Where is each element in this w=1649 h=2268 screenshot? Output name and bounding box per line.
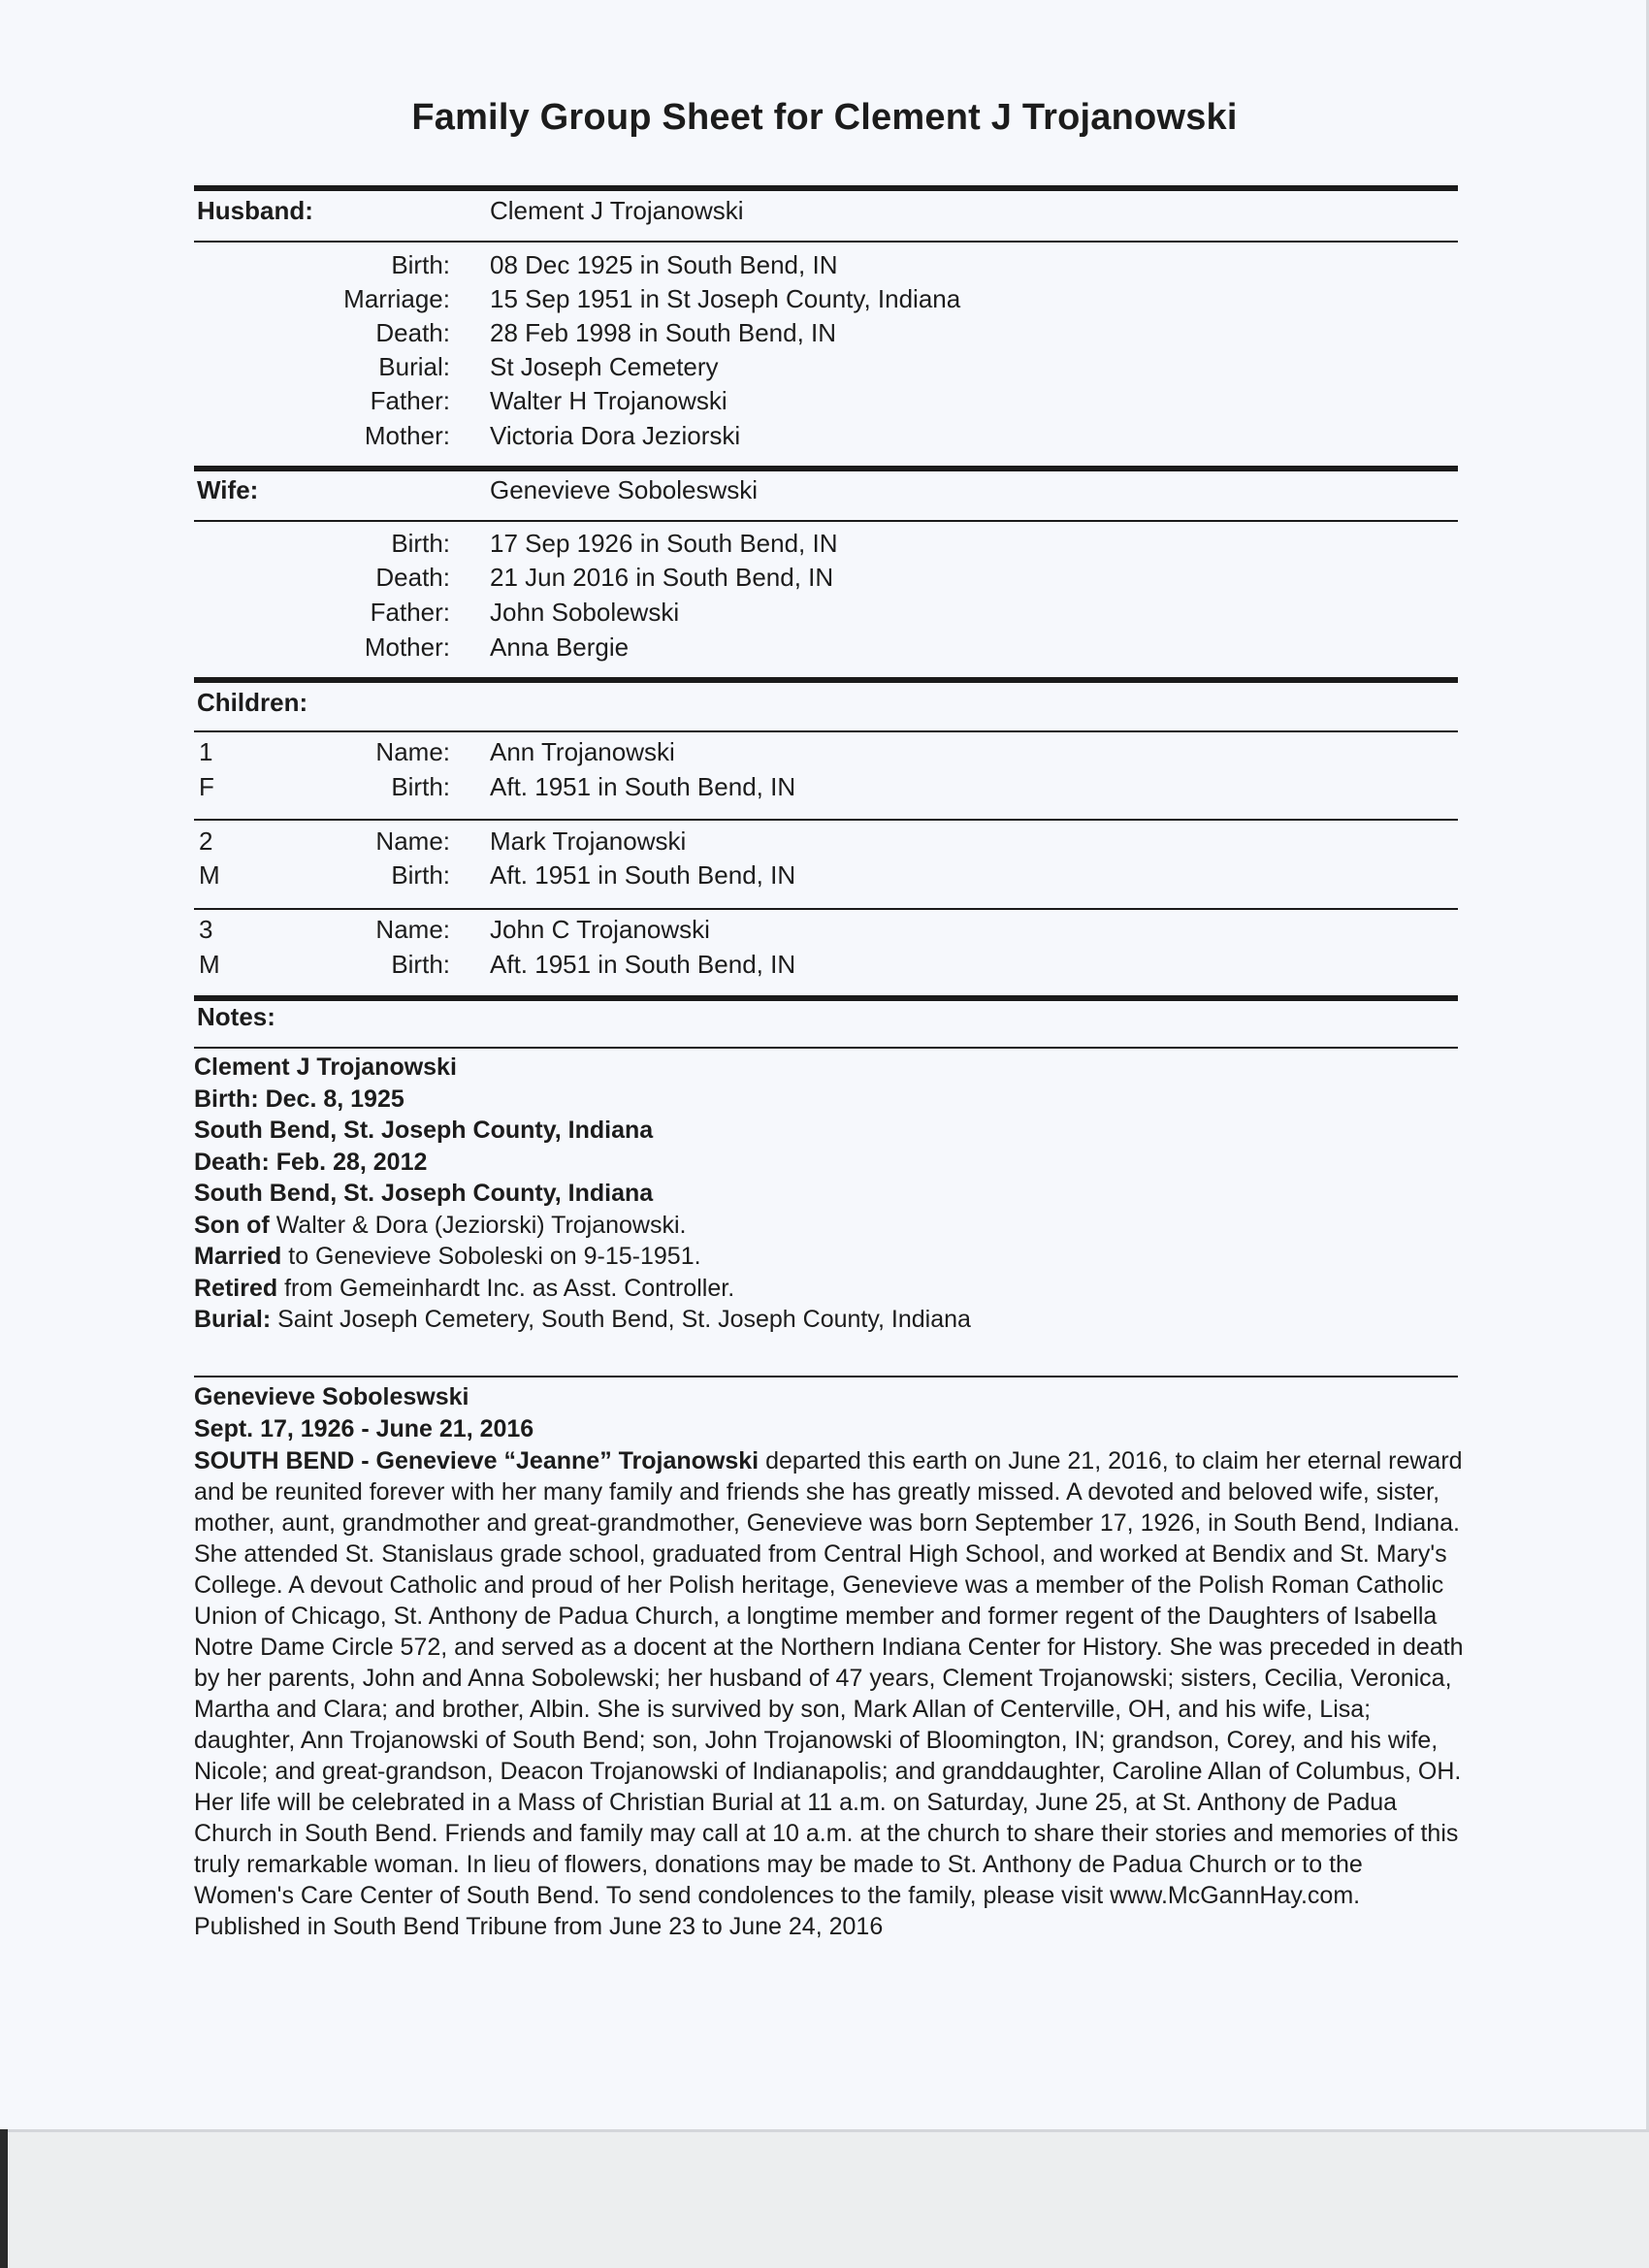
note-burial	[194, 1304, 1465, 1336]
note-heading: Genevieve Soboleswski	[194, 1383, 469, 1410]
divider	[194, 730, 1458, 732]
fact-value: John Sobolewski	[490, 598, 680, 627]
note-retired-text: from Gemeinhardt Inc. as Asst. Controller.	[277, 1274, 735, 1302]
note-birth: Birth: Dec. 8, 1925	[194, 1085, 404, 1113]
child-birth: Aft. 1951 in South Bend, IN	[490, 772, 796, 801]
child-number: 3	[199, 915, 213, 944]
fact-label: Death:	[375, 318, 450, 347]
divider	[194, 1047, 1458, 1049]
fact-label: Father:	[370, 598, 450, 627]
wife-name: Genevieve Soboleswski	[490, 475, 759, 504]
section-rule	[194, 995, 1458, 1001]
child-name-label: Name:	[375, 915, 450, 944]
genevieve-notes-header	[194, 1381, 1465, 1444]
fact-label: Marriage:	[343, 284, 450, 313]
note-heading: Clement J Trojanowski	[194, 1053, 457, 1081]
fact-label: Burial:	[378, 352, 450, 381]
divider	[194, 819, 1458, 821]
fact-label: Birth:	[391, 529, 450, 558]
wife-section-label: Wife:	[197, 475, 259, 504]
child-birth: Aft. 1951 in South Bend, IN	[490, 860, 796, 890]
husband-name: Clement J Trojanowski	[490, 196, 744, 225]
children-section-label: Children:	[197, 688, 308, 717]
child-name: Mark Trojanowski	[490, 826, 687, 856]
fact-value: Victoria Dora Jeziorski	[490, 421, 741, 450]
child-sex: M	[199, 950, 220, 979]
fact-value: Anna Bergie	[490, 632, 630, 662]
fact-label: Death:	[375, 563, 450, 592]
section-rule	[194, 185, 1458, 191]
divider	[194, 520, 1458, 522]
child-number: 1	[199, 737, 213, 766]
note-death-place: South Bend, St. Joseph County, Indiana	[194, 1180, 654, 1207]
note-birth-place: South Bend, St. Joseph County, Indiana	[194, 1117, 654, 1144]
scanner-edge	[0, 2129, 8, 2268]
scanner-bed	[0, 2129, 1649, 2268]
fact-value: 17 Sep 1926 in South Bend, IN	[490, 529, 838, 558]
obituary-lead: SOUTH BEND - Genevieve “Jeanne” Trojanowski	[194, 1447, 760, 1474]
child-name-label: Name:	[375, 737, 450, 766]
child-number: 2	[199, 826, 213, 856]
child-birth: Aft. 1951 in South Bend, IN	[490, 950, 796, 979]
child-sex: F	[199, 772, 214, 801]
fact-value: Walter H Trojanowski	[490, 386, 728, 415]
note-married-label: Married	[194, 1243, 282, 1270]
fact-label: Father:	[370, 386, 450, 415]
divider	[194, 241, 1458, 243]
fact-label: Mother:	[364, 632, 450, 662]
child-name-label: Name:	[375, 826, 450, 856]
child-birth-label: Birth:	[391, 860, 450, 890]
child-name: Ann Trojanowski	[490, 737, 675, 766]
page-edge-line	[0, 2129, 1649, 2132]
section-rule	[194, 466, 1458, 471]
obituary-body: departed this earth on June 21, 2016, to claim her eternal reward and be reunited forever with her many family and friends she has greatly missed. A devoted and beloved wife, sister, mother, aunt, grandmother and great-grandmother, Genevieve was born September 17, 1926, in South Bend, Indiana. She attended St. Stanislaus grade school, graduated from Central High School, and worked at Bendix and St. Mary's College. A devout Catholic and proud of her Polish heritage, Genevieve was a member of the Polish Roman Catholic Union of Chicago, St. Anthony de Padua Church, a longtime member and former regent of the Daughters of Isabella Notre Dame Circle 572, and served as a docent at the Northern Indiana Center for History. She was preceded in death by her parents, John and Anna Sobolewski; her husband of 47 years, Clement Trojanowski; sisters, Cecilia, Veronica, Martha and Clara; and brother, Albin. She is survived by son, Mark Allan of Centerville, OH, and his wife, Lisa; daughter, Ann Trojanowski of South Bend; son, John Trojanowski of Bloomington, IN; grandson, Corey, and his wife, Nicole; and great-grandson, Deacon Trojanowski of Indianapolis; and granddaughter, Caroline Allan of Columbus, OH. Her life will be celebrated in a Mass of Christian Burial at 11 a.m. on Saturday, June 25, at St. Anthony de Padua Church in South Bend. Friends and family may call at 10 a.m. at the church to share their stories and memories of this truly remarkable woman. In lieu of flowers, donations may be made to St. Anthony de Padua Church or to the Women's Care Center of South Bend. To send condolences to the family, please visit www.McGannHay.com. Published in South Bend Tribune from June 23 to June 24, 2016	[194, 1447, 1464, 1940]
note-married-text: to Genevieve Soboleski on 9-15-1951.	[281, 1243, 701, 1270]
divider	[194, 908, 1458, 910]
husband-section-label: Husband:	[197, 196, 313, 225]
note-death: Death: Feb. 28, 2012	[194, 1148, 428, 1176]
notes-section-label: Notes:	[197, 1002, 275, 1031]
child-sex: M	[199, 860, 220, 890]
obituary-text	[194, 1445, 1465, 1942]
fact-value: 08 Dec 1925 in South Bend, IN	[490, 250, 838, 279]
fact-value: St Joseph Cemetery	[490, 352, 719, 381]
child-name: John C Trojanowski	[490, 915, 710, 944]
child-birth-label: Birth:	[391, 950, 450, 979]
note-burial-label: Burial:	[194, 1306, 272, 1333]
note-son-of-label: Son of	[194, 1211, 270, 1239]
clement-notes	[194, 1052, 1465, 1336]
fact-label: Birth:	[391, 250, 450, 279]
note-retired	[194, 1273, 1465, 1305]
divider	[194, 1376, 1458, 1377]
page-title: Family Group Sheet for Clement J Trojanowski	[411, 97, 1238, 138]
fact-value: 21 Jun 2016 in South Bend, IN	[490, 563, 834, 592]
fact-value: 28 Feb 1998 in South Bend, IN	[490, 318, 837, 347]
note-burial-text: Saint Joseph Cemetery, South Bend, St. Joseph County, Indiana	[271, 1306, 971, 1333]
fact-label: Mother:	[364, 421, 450, 450]
note-son-of-text: Walter & Dora (Jeziorski) Trojanowski.	[269, 1211, 687, 1239]
note-son-of	[194, 1210, 1465, 1242]
fact-value: 15 Sep 1951 in St Joseph County, Indiana	[490, 284, 961, 313]
child-birth-label: Birth:	[391, 772, 450, 801]
note-dates: Sept. 17, 1926 - June 21, 2016	[194, 1414, 534, 1442]
section-rule	[194, 677, 1458, 683]
note-retired-label: Retired	[194, 1274, 278, 1302]
note-married	[194, 1241, 1465, 1273]
